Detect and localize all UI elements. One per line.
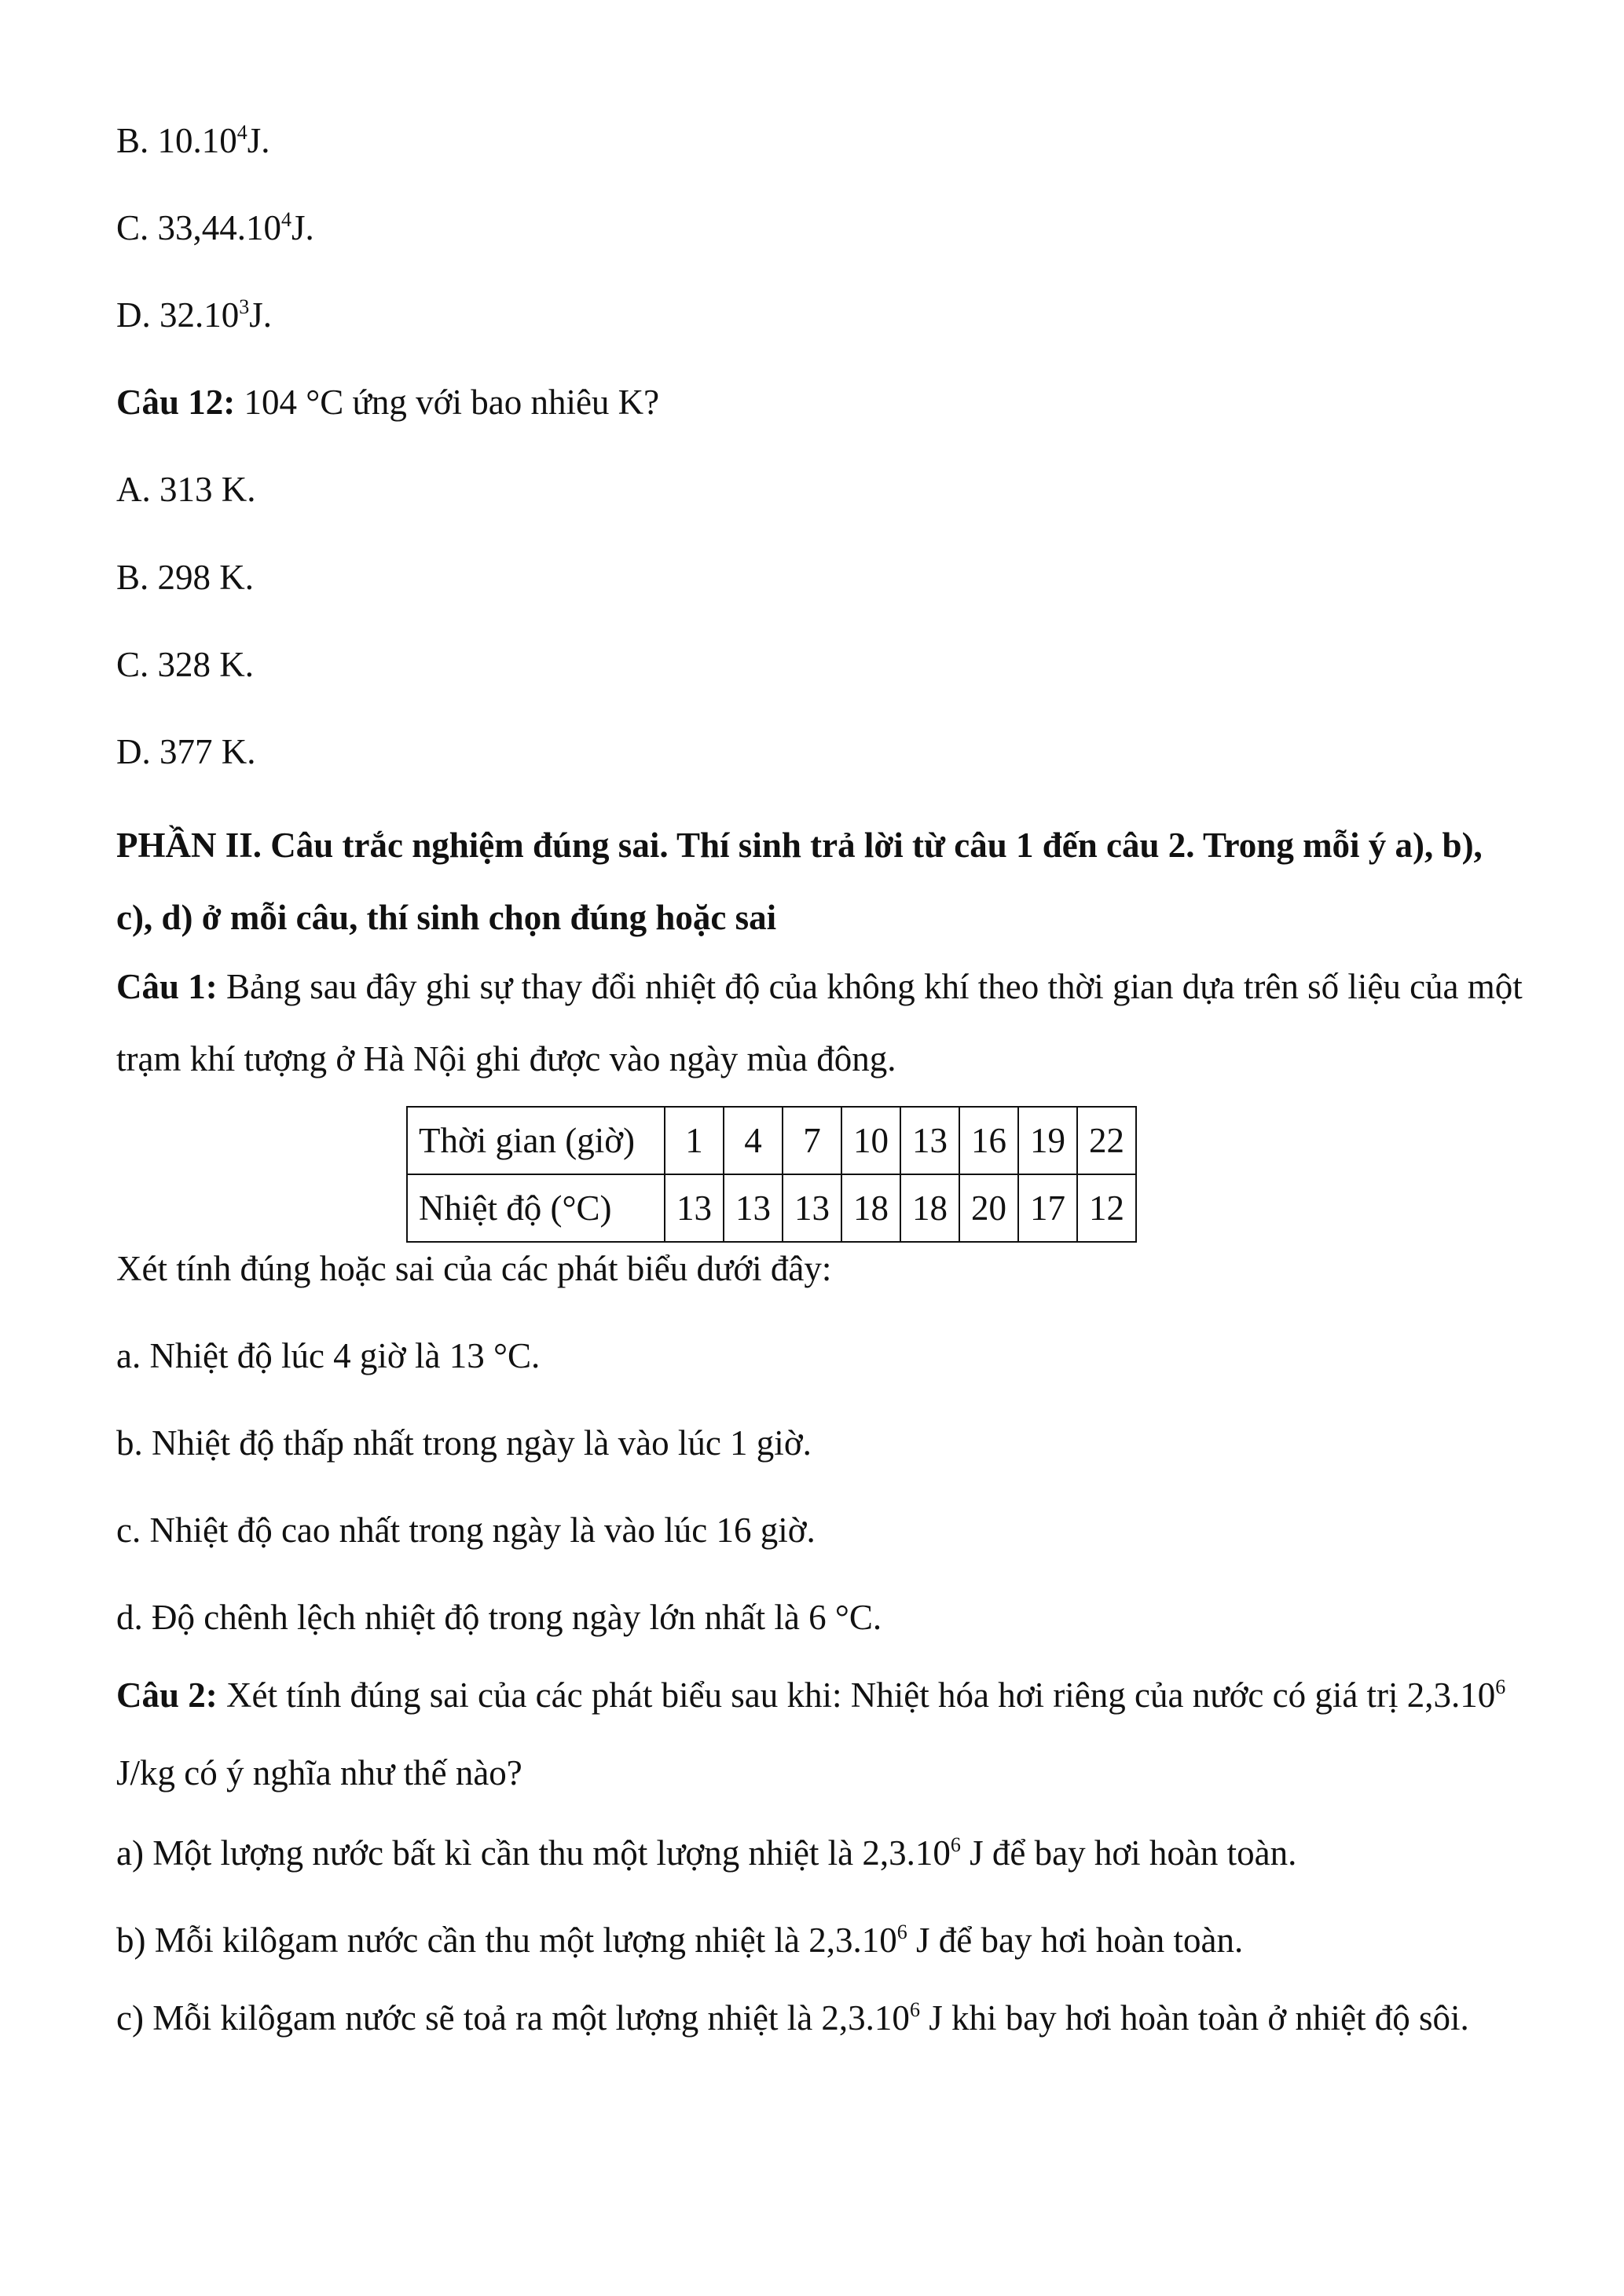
table-cell: 22 [1077,1107,1136,1174]
q11-option-b: B. 10.10$^4$J. [116,121,270,160]
table-header-time: Thời gian (giờ) [407,1107,665,1174]
q12-option-a: A. 313 K. [116,470,256,509]
q1-statement-b: b. Nhiệt độ thấp nhất trong ngày là vào lúc 1 giờ. [116,1423,812,1463]
table-cell: 13 [665,1174,724,1242]
table-cell: 13 [783,1174,841,1242]
table-header-temperature: Nhiệt độ (°C) [407,1174,665,1242]
table-cell: 10 [841,1107,900,1174]
q1-prompt: Xét tính đúng hoặc sai của các phát biểu dưới đây: [116,1249,832,1288]
table-row [407,1174,1136,1242]
q11-option-c: C. 33,44.10$^4$J. [116,208,314,247]
temperature-table [406,1106,1137,1243]
q1-question: Câu 1: Bảng sau đây ghi sự thay đổi nhiệt độ của không khí theo thời gian dựa trên số liệu của một trạm khí tượng ở Hà Nội ghi được vào ngày mùa đông. [116,967,1523,1078]
table-cell: 4 [724,1107,783,1174]
q12-option-c: C. 328 K. [116,645,255,684]
q2-statement-a: a) Một lượng nước bất kì cần thu một lượng nhiệt là 2,3.10$^6$ J để bay hơi hoàn toàn. [116,1833,1297,1873]
table-cell: 13 [724,1174,783,1242]
table-cell: 1 [665,1107,724,1174]
table-cell: 16 [959,1107,1018,1174]
table-cell: 12 [1077,1174,1136,1242]
q2-label: Câu 2: [116,1675,218,1715]
q2-statement-c: c) Mỗi kilôgam nước sẽ toả ra một lượng nhiệt là 2,3.10$^6$ J khi bay hơi hoàn toàn ở nhiệt độ sôi. [116,1998,1469,2038]
table-cell: 19 [1018,1107,1077,1174]
table-row [407,1107,1136,1174]
q2-question: Câu 2: Xét tính đúng sai của các phát biểu sau khi: Nhiệt hóa hơi riêng của nước có giá trị 2,3.10$^6$ J/kg có ý nghĩa như thế nào? [116,1675,1506,1792]
q1-statement-d: d. Độ chênh lệch nhiệt độ trong ngày lớn nhất là 6 °C. [116,1598,882,1637]
q1-statement-a: a. Nhiệt độ lúc 4 giờ là 13 °C. [116,1336,541,1375]
table-cell: 18 [841,1174,900,1242]
q12-question: Câu 12: 104 °C ứng với bao nhiêu K? [116,383,660,422]
q1-label: Câu 1: [116,967,218,1006]
table-cell: 18 [900,1174,959,1242]
table-cell: 17 [1018,1174,1077,1242]
table-cell: 7 [783,1107,841,1174]
table-cell: 13 [900,1107,959,1174]
q12-option-d: D. 377 K. [116,732,256,771]
q2-statement-b: b) Mỗi kilôgam nước cần thu một lượng nhiệt là 2,3.10$^6$ J để bay hơi hoàn toàn. [116,1921,1244,1960]
q12-label: Câu 12: [116,383,236,422]
q11-option-d: D. 32.10$^3$J. [116,295,273,335]
q12-option-b: B. 298 K. [116,558,255,597]
q1-statement-c: c. Nhiệt độ cao nhất trong ngày là vào lúc 16 giờ. [116,1511,816,1550]
table-cell: 20 [959,1174,1018,1242]
part2-heading: PHẦN II. Câu trắc nghiệm đúng sai. Thí sinh trả lời từ câu 1 đến câu 2. Trong mỗi ý a), b), c), d) ở mỗi câu, thí sinh chọn đúng hoặc sai [116,826,1483,937]
